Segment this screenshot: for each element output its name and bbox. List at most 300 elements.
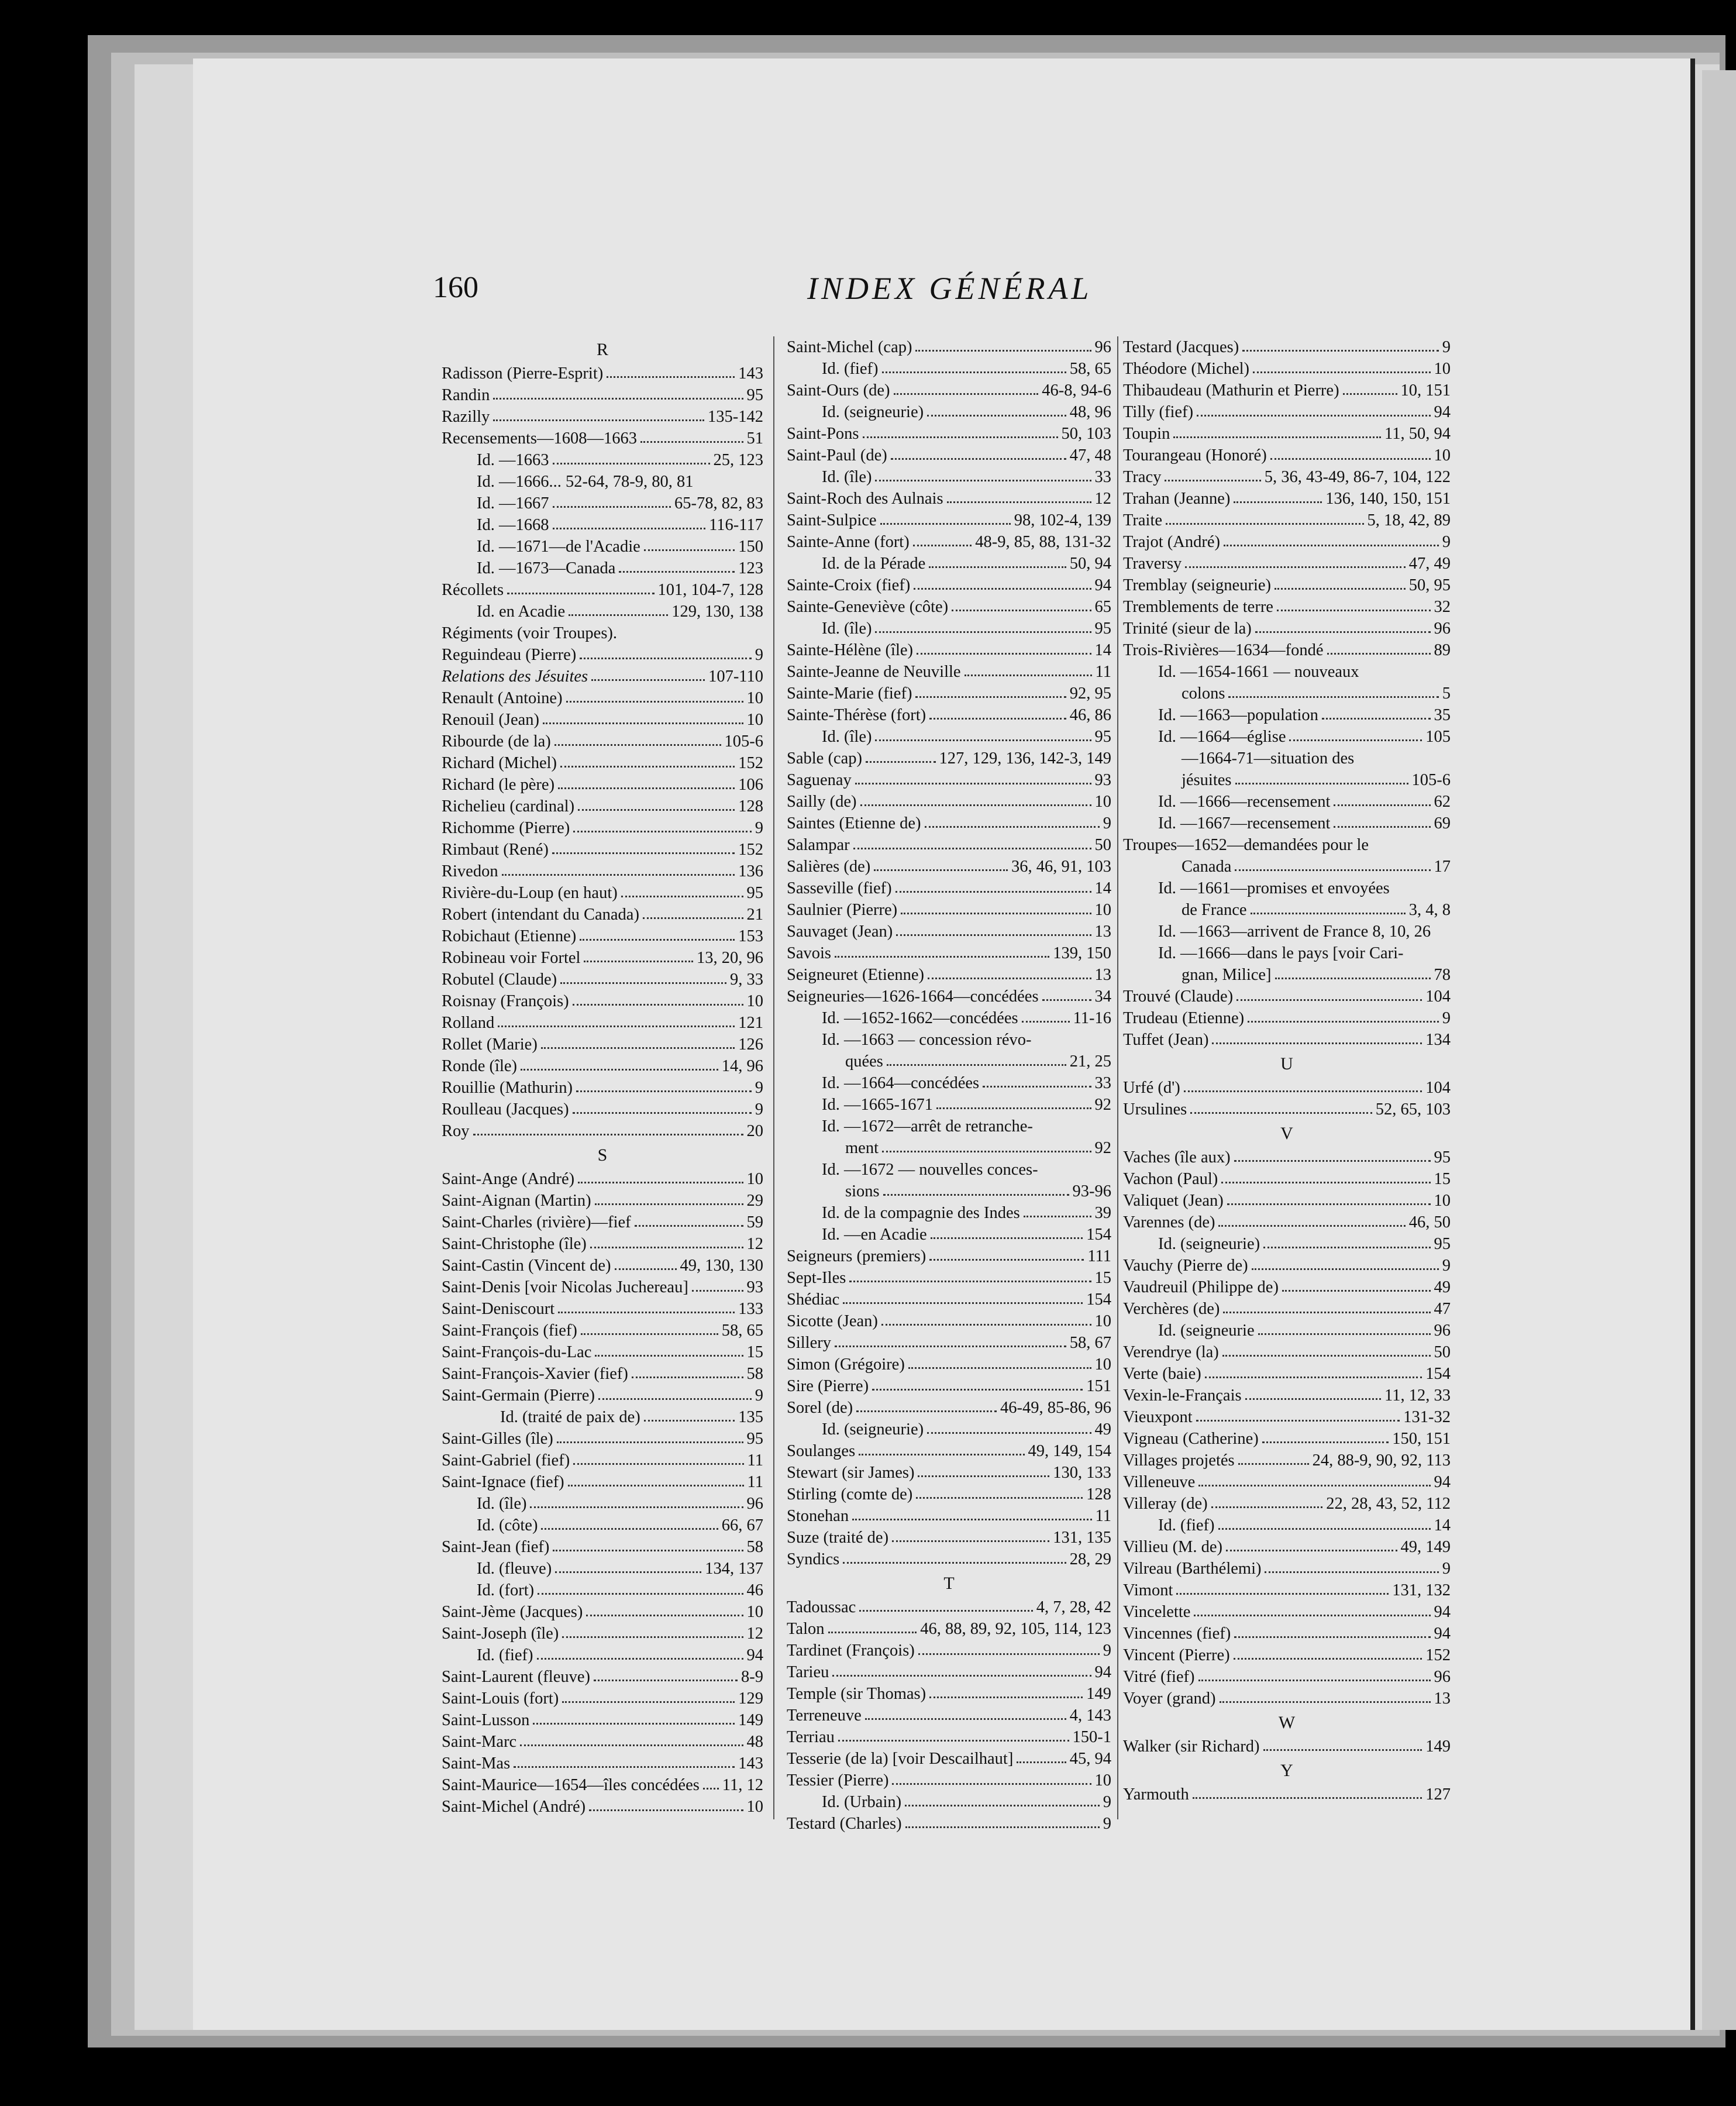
index-entry xyxy=(787,510,1111,531)
index-entry xyxy=(1123,1255,1451,1276)
index-entry xyxy=(1123,1623,1451,1644)
entry-term: Tracy xyxy=(1123,468,1162,486)
dot-leader xyxy=(883,1194,1069,1196)
index-entry xyxy=(442,579,763,601)
entry-pages: 21, 25 xyxy=(1069,1052,1111,1071)
index-entry xyxy=(787,1640,1111,1661)
dot-leader xyxy=(640,441,743,443)
dot-leader xyxy=(591,679,705,681)
entry-pages: 33 xyxy=(1094,1074,1111,1092)
index-entry xyxy=(442,666,763,687)
entry-term: Id. —1671—de l'Acadie xyxy=(477,538,640,556)
index-entry xyxy=(442,1363,763,1385)
dot-leader xyxy=(856,1410,997,1412)
dot-leader xyxy=(859,1454,1024,1455)
dot-leader xyxy=(1235,869,1430,871)
dot-leader xyxy=(860,804,1091,806)
index-entry xyxy=(442,1558,763,1580)
dot-leader xyxy=(1211,1506,1323,1508)
dot-leader xyxy=(557,1441,743,1443)
dot-leader xyxy=(644,549,735,551)
entry-pages: 33 xyxy=(1094,468,1111,486)
entry-term: Robutel (Claude) xyxy=(442,971,557,989)
entry-term: Rivière-du-Loup (en haut) xyxy=(442,884,618,902)
dot-leader xyxy=(1343,393,1397,395)
dot-leader xyxy=(1220,1701,1431,1703)
entry-term: Saint-Paul (de) xyxy=(787,446,887,464)
entry-term: Sauvaget (Jean) xyxy=(787,923,893,941)
entry-term: Saint-Jean (fief) xyxy=(442,1538,550,1556)
index-entry xyxy=(787,1202,1111,1224)
index-entry xyxy=(442,644,763,666)
dot-leader xyxy=(1334,804,1430,806)
dot-leader xyxy=(843,1562,1066,1564)
index-entry xyxy=(1123,1644,1451,1666)
index-entry xyxy=(1123,1029,1451,1051)
entry-term: Vincelette xyxy=(1123,1603,1191,1621)
running-title: INDEX GÉNÉRAL xyxy=(807,271,1093,306)
dot-leader xyxy=(615,1268,677,1270)
entry-pages: 46, 88, 89, 92, 105, 114, 123 xyxy=(920,1620,1111,1638)
index-entry xyxy=(442,449,763,471)
entry-term: Rolland xyxy=(442,1014,495,1032)
column-rule xyxy=(773,336,774,1819)
entry-pages: 128 xyxy=(1086,1485,1111,1503)
entry-pages: 9 xyxy=(1442,533,1451,551)
index-entry xyxy=(442,622,763,644)
entry-term: Saint-Charles (rivière)—fief xyxy=(442,1213,631,1231)
index-entry xyxy=(442,1255,763,1276)
dot-leader xyxy=(562,1636,743,1638)
index-entry xyxy=(787,1705,1111,1726)
entry-term: Vachon (Paul) xyxy=(1123,1170,1218,1188)
entry-pages: 9 xyxy=(1103,814,1111,832)
entry-term: Radisson (Pierre-Esprit) xyxy=(442,364,604,383)
dot-leader xyxy=(580,658,751,659)
index-entry xyxy=(442,774,763,796)
entry-term: Vaudreuil (Philippe de) xyxy=(1123,1278,1279,1296)
entry-pages: 14, 96 xyxy=(721,1057,763,1075)
index-entry xyxy=(787,1007,1111,1029)
entry-pages: 10 xyxy=(746,992,763,1010)
index-entry xyxy=(1123,1385,1451,1406)
entry-term: Sillery xyxy=(787,1334,831,1352)
index-entry xyxy=(442,1623,763,1644)
entry-pages: 50, 103 xyxy=(1061,425,1111,443)
index-entry xyxy=(787,574,1111,596)
index-entry xyxy=(1123,423,1451,445)
entry-pages: 134 xyxy=(1425,1031,1451,1049)
index-entry xyxy=(787,986,1111,1007)
entry-term: Id. (seigneurie) xyxy=(1158,1235,1260,1253)
index-entry xyxy=(442,1450,763,1471)
dot-leader xyxy=(533,1723,735,1725)
dot-leader xyxy=(882,1151,1091,1152)
dot-leader xyxy=(595,1203,743,1205)
index-entry xyxy=(1123,1536,1451,1558)
dot-leader xyxy=(1017,1761,1066,1763)
entry-term: Rimbaut (René) xyxy=(442,841,549,859)
entry-pages: 45, 94 xyxy=(1069,1750,1111,1768)
dot-leader xyxy=(881,1324,1091,1326)
entry-pages: 151 xyxy=(1086,1377,1111,1395)
entry-pages: 143 xyxy=(738,364,763,383)
dot-leader xyxy=(1166,523,1363,525)
entry-term: Id. —1672 — nouvelles conces- xyxy=(822,1161,1038,1179)
entry-pages: 104 xyxy=(1425,1079,1451,1097)
dot-leader xyxy=(1205,1377,1422,1378)
entry-term: Sainte-Marie (fief) xyxy=(787,684,912,703)
entry-pages: 13 xyxy=(1094,923,1111,941)
index-entry xyxy=(442,406,763,428)
entry-pages: 89 xyxy=(1434,641,1451,659)
section-letter: U xyxy=(1280,1054,1293,1073)
entry-pages: 105-6 xyxy=(1411,771,1451,789)
index-entry xyxy=(787,1072,1111,1094)
entry-pages: 10 xyxy=(1094,1312,1111,1330)
entry-pages: 134, 137 xyxy=(705,1560,763,1578)
dot-leader xyxy=(573,1004,743,1006)
index-entry xyxy=(1123,1515,1451,1536)
entry-pages: 17 xyxy=(1434,858,1451,876)
index-entry xyxy=(1123,358,1451,380)
entry-term: Saint-Mas xyxy=(442,1754,511,1773)
index-entry xyxy=(787,1332,1111,1354)
dot-leader xyxy=(553,506,671,508)
dot-leader xyxy=(891,458,1066,460)
entry-term: Sicotte (Jean) xyxy=(787,1312,878,1330)
entry-term: Trouvé (Claude) xyxy=(1123,987,1234,1006)
index-entry xyxy=(442,1471,763,1493)
dot-leader xyxy=(936,1107,1091,1109)
entry-term: Salampar xyxy=(787,836,850,854)
entry-pages: 95 xyxy=(1434,1148,1451,1166)
dot-leader xyxy=(1227,1203,1431,1205)
index-entry xyxy=(1123,791,1451,813)
index-entry xyxy=(787,726,1111,748)
index-entry xyxy=(442,1406,763,1428)
index-entry xyxy=(1123,1099,1451,1120)
entry-pages: 93 xyxy=(746,1278,763,1296)
index-entry xyxy=(1123,1298,1451,1320)
entry-term: Sainte-Thérèse (fort) xyxy=(787,706,926,724)
entry-pages: 9 xyxy=(755,1100,763,1119)
dot-leader xyxy=(1255,631,1431,633)
entry-pages: 10 xyxy=(746,1170,763,1188)
dot-leader xyxy=(521,1069,718,1071)
entry-term: Terriau xyxy=(787,1728,835,1746)
index-entry xyxy=(442,601,763,622)
entry-term: Saint-Denis [voir Nicolas Juchereau] xyxy=(442,1278,688,1296)
entry-pages: 154 xyxy=(1086,1291,1111,1309)
entry-pages: 14 xyxy=(1094,641,1111,659)
entry-pages: 10, 151 xyxy=(1400,381,1451,400)
entry-term: Roisnay (François) xyxy=(442,992,569,1010)
entry-term: Sasseville (fief) xyxy=(787,879,892,897)
entry-term: Saint-Maurice—1654—îles concédées xyxy=(442,1776,700,1794)
index-entry xyxy=(1123,899,1451,921)
index-entry xyxy=(787,1181,1111,1202)
index-entry xyxy=(787,834,1111,856)
entry-term: Récollets xyxy=(442,581,504,599)
index-entry xyxy=(1123,401,1451,423)
entry-pages: 11 xyxy=(1095,663,1111,681)
entry-pages: 14 xyxy=(1094,879,1111,897)
entry-term: Villieu (M. de) xyxy=(1123,1538,1223,1556)
entry-term: Id. —1673—Canada xyxy=(477,559,616,577)
dot-leader xyxy=(573,831,752,832)
entry-term: Saint-Pons xyxy=(787,425,859,443)
entry-term: Simon (Grégoire) xyxy=(787,1355,905,1374)
entry-pages: 66, 67 xyxy=(721,1516,763,1534)
entry-term: Verendrye (la) xyxy=(1123,1343,1219,1361)
dot-leader xyxy=(880,523,1011,525)
dot-leader xyxy=(1235,783,1408,784)
entry-term: Id. —1666—dans le pays [voir Cari- xyxy=(1158,944,1404,962)
entry-term: Id. —1666—recensement xyxy=(1158,793,1331,811)
entry-pages: 3, 4, 8 xyxy=(1408,901,1451,919)
entry-pages: 22, 28, 43, 52, 112 xyxy=(1326,1495,1451,1513)
entry-pages: 78 xyxy=(1434,966,1451,984)
index-entry xyxy=(442,363,763,384)
index-entry xyxy=(787,380,1111,401)
entry-pages: 65 xyxy=(1094,598,1111,616)
entry-pages: 96 xyxy=(1434,1668,1451,1686)
entry-term: Robineau voir Fortel xyxy=(442,949,581,967)
index-entry xyxy=(1123,1493,1451,1515)
dot-leader xyxy=(578,809,735,811)
entry-pages: 107-110 xyxy=(708,667,763,686)
index-entry xyxy=(787,1354,1111,1375)
entry-pages: 47, 48 xyxy=(1069,446,1111,464)
entry-pages: 10 xyxy=(1094,901,1111,919)
entry-term: Vincennes (fief) xyxy=(1123,1625,1231,1643)
index-column-3 xyxy=(1123,336,1451,1805)
entry-term: Vilreau (Barthélemi) xyxy=(1123,1560,1262,1578)
dot-leader xyxy=(1253,371,1430,373)
entry-term: Vincent (Pierre) xyxy=(1123,1646,1230,1664)
section-letter: V xyxy=(1280,1124,1293,1143)
entry-pages: 8-9 xyxy=(741,1668,763,1686)
entry-term: Saint-Castin (Vincent de) xyxy=(442,1257,611,1275)
entry-pages: 46 xyxy=(746,1581,763,1599)
entry-term: Sire (Pierre) xyxy=(787,1377,869,1395)
dot-leader xyxy=(473,1134,743,1135)
dot-leader xyxy=(887,1064,1066,1066)
entry-term: Id. —1664—concédées xyxy=(822,1074,980,1092)
dot-leader xyxy=(901,913,1091,914)
entry-term: Saint-Lusson xyxy=(442,1711,530,1729)
dot-leader xyxy=(1334,826,1430,828)
entry-term: Talon xyxy=(787,1620,825,1638)
section-letter: S xyxy=(597,1145,608,1165)
entry-term: gnan, Milice] xyxy=(1182,966,1272,984)
index-entry xyxy=(787,942,1111,964)
entry-pages: 11, 12, 33 xyxy=(1384,1386,1451,1405)
dot-leader xyxy=(838,1740,1069,1742)
index-entry xyxy=(1123,1007,1451,1029)
index-entry xyxy=(1123,1666,1451,1688)
entry-term: Vexin-le-Français xyxy=(1123,1386,1242,1405)
entry-pages: 93-96 xyxy=(1072,1182,1111,1200)
dot-leader xyxy=(1212,1042,1422,1044)
index-entry xyxy=(1123,1406,1451,1428)
dot-leader xyxy=(1322,718,1431,720)
dot-leader xyxy=(852,1519,1091,1520)
entry-term: Tardinet (François) xyxy=(787,1642,915,1660)
index-entry xyxy=(787,1813,1111,1835)
entry-pages: 48-9, 85, 88, 131-32 xyxy=(975,533,1111,551)
entry-pages: 13 xyxy=(1094,966,1111,984)
dot-leader xyxy=(905,1805,1100,1806)
dot-leader xyxy=(1223,1312,1430,1313)
index-entry xyxy=(442,1012,763,1034)
entry-pages: 25, 123 xyxy=(713,451,763,469)
entry-term: Tremblay (seigneurie) xyxy=(1123,576,1272,594)
dot-leader xyxy=(1242,350,1439,352)
entry-pages: 46-49, 85-86, 96 xyxy=(1000,1399,1111,1417)
entry-pages: 49 xyxy=(1434,1278,1451,1296)
index-entry xyxy=(1123,878,1451,899)
entry-pages: 92 xyxy=(1094,1139,1111,1157)
entry-term: Id. —1665-1671 xyxy=(822,1096,933,1114)
entry-term: Testard (Jacques) xyxy=(1123,338,1239,356)
dot-leader xyxy=(607,376,735,378)
entry-pages: 106 xyxy=(738,776,763,794)
dot-leader xyxy=(553,463,710,464)
entry-pages: 123 xyxy=(738,559,763,577)
entry-term: Saint-Joseph (île) xyxy=(442,1625,559,1643)
index-entry xyxy=(787,1137,1111,1159)
index-entry xyxy=(442,947,763,969)
entry-term: Villeray (de) xyxy=(1123,1495,1208,1513)
index-entry xyxy=(1123,1688,1451,1709)
entry-term: Richelieu (cardinal) xyxy=(442,797,575,815)
entry-term: Roulleau (Jacques) xyxy=(442,1100,569,1119)
index-entry xyxy=(1123,813,1451,834)
index-column-1 xyxy=(442,336,763,1818)
dot-leader xyxy=(927,1432,1091,1434)
entry-pages: 153 xyxy=(738,927,763,945)
entry-pages: 95 xyxy=(1094,620,1111,638)
entry-pages: 58, 65 xyxy=(721,1322,763,1340)
section-letter: R xyxy=(596,340,608,359)
dot-leader xyxy=(598,1398,752,1400)
entry-term: Robichaut (Etienne) xyxy=(442,927,577,945)
index-entry xyxy=(442,1515,763,1536)
entry-pages: 36, 46, 91, 103 xyxy=(1011,858,1111,876)
index-entry xyxy=(1123,639,1451,661)
dot-leader xyxy=(1190,1112,1372,1114)
dot-leader xyxy=(1196,1420,1400,1422)
index-entry xyxy=(787,1748,1111,1770)
entry-term: Terreneuve xyxy=(787,1706,862,1725)
index-entry xyxy=(1123,1147,1451,1168)
index-entry xyxy=(1123,921,1451,942)
index-entry xyxy=(787,878,1111,899)
entry-term: jésuites xyxy=(1182,771,1232,789)
dot-leader xyxy=(927,415,1066,417)
entry-pages: 29 xyxy=(746,1192,763,1210)
dot-leader xyxy=(580,939,735,941)
index-entry xyxy=(442,1034,763,1055)
entry-term: Tuffet (Jean) xyxy=(1123,1031,1209,1049)
entry-term: Tarieu xyxy=(787,1663,829,1681)
index-entry xyxy=(442,1099,763,1120)
dot-leader xyxy=(1194,1615,1430,1616)
index-entry xyxy=(442,731,763,752)
index-entry xyxy=(442,1428,763,1450)
entry-pages: 50 xyxy=(1434,1343,1451,1361)
dot-leader xyxy=(896,934,1091,936)
dot-leader xyxy=(553,528,706,529)
dot-leader xyxy=(584,961,693,962)
index-entry xyxy=(442,839,763,861)
section-letter: W xyxy=(1278,1713,1296,1732)
index-entry xyxy=(787,1051,1111,1072)
index-entry xyxy=(1123,1580,1451,1601)
entry-pages: 94 xyxy=(1434,1473,1451,1491)
entry-pages: 47 xyxy=(1434,1300,1451,1318)
dot-leader xyxy=(894,393,1039,395)
entry-term: Id. —1663 xyxy=(477,451,549,469)
dot-leader xyxy=(1282,1290,1431,1292)
dot-leader xyxy=(1262,1441,1389,1443)
dot-leader xyxy=(875,739,1091,741)
index-entry xyxy=(1123,856,1451,878)
entry-pages: 129, 130, 138 xyxy=(671,603,763,621)
index-entry xyxy=(787,488,1111,510)
index-entry xyxy=(787,1505,1111,1527)
dot-leader xyxy=(1022,1021,1070,1023)
index-entry xyxy=(1123,618,1451,639)
index-entry xyxy=(1123,466,1451,488)
entry-term: Seigneuries—1626-1664—concédées xyxy=(787,987,1039,1006)
entry-term: Sainte-Anne (fort) xyxy=(787,533,910,551)
index-column-2 xyxy=(787,336,1111,1835)
entry-pages: 24, 88-9, 90, 92, 113 xyxy=(1312,1451,1451,1470)
index-entry xyxy=(442,1666,763,1688)
entry-term: Saint-Deniscourt xyxy=(442,1300,555,1318)
index-entry xyxy=(787,769,1111,791)
entry-pages: 127, 129, 136, 142-3, 149 xyxy=(939,749,1111,768)
entry-pages: 62 xyxy=(1434,793,1451,811)
entry-term: Richard (le père) xyxy=(442,776,555,794)
entry-pages: 105 xyxy=(1425,728,1451,746)
entry-term: Saint-Ange (André) xyxy=(442,1170,575,1188)
entry-pages: 34 xyxy=(1094,987,1111,1006)
entry-pages: 58 xyxy=(746,1538,763,1556)
index-entry xyxy=(442,904,763,925)
entry-pages: 126 xyxy=(738,1035,763,1054)
entry-pages: 58, 67 xyxy=(1069,1334,1111,1352)
entry-term: Vigneau (Catherine) xyxy=(1123,1430,1259,1448)
index-entry xyxy=(787,1267,1111,1289)
entry-term: Id. —1652-1662—concédées xyxy=(822,1009,1018,1027)
entry-pages: 94 xyxy=(1094,1663,1111,1681)
dot-leader xyxy=(832,1675,1091,1677)
entry-pages: 94 xyxy=(1434,1625,1451,1643)
dot-leader xyxy=(558,1312,735,1313)
entry-term: Id. —1668 xyxy=(477,516,549,534)
dot-leader xyxy=(855,783,1091,784)
index-entry xyxy=(1123,531,1451,553)
entry-term: Tremblements de terre xyxy=(1123,598,1273,616)
entry-term: Valiquet (Jean) xyxy=(1123,1192,1224,1210)
entry-pages: 96 xyxy=(1094,338,1111,356)
index-entry xyxy=(442,384,763,406)
entry-term: Voyer (grand) xyxy=(1123,1689,1216,1708)
